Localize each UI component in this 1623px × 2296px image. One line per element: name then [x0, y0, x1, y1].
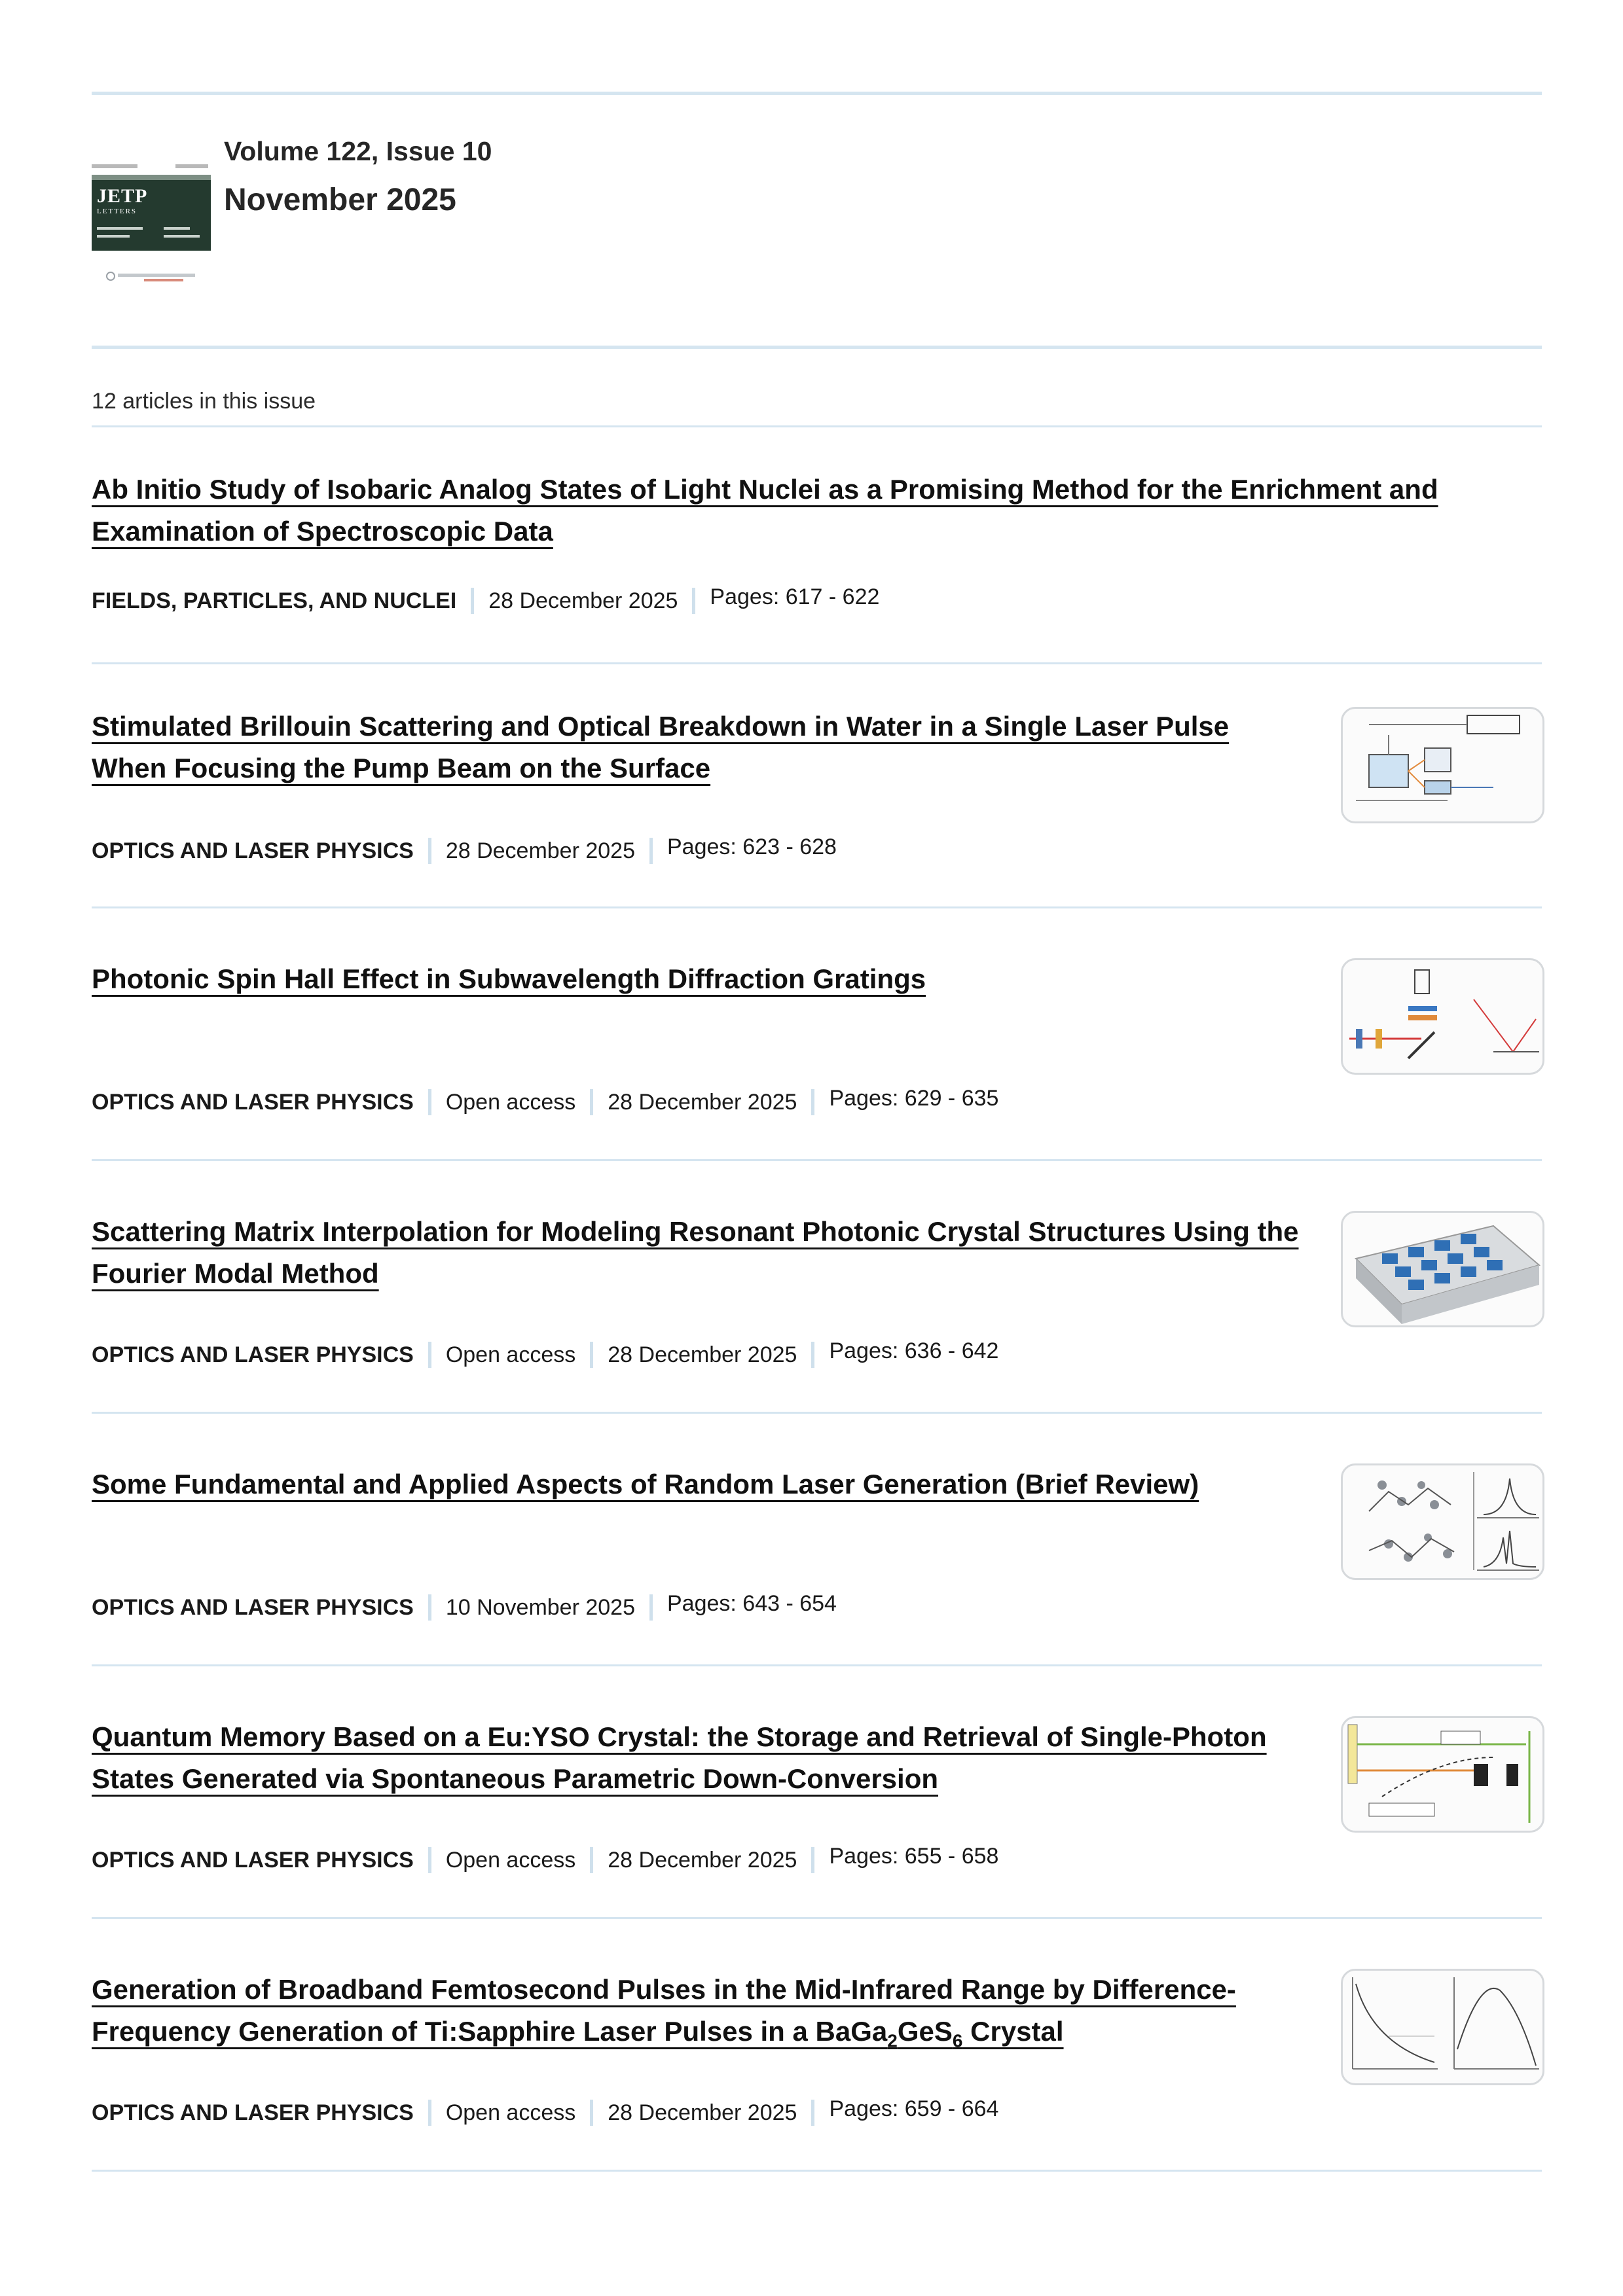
- meta-separator: [811, 1847, 814, 1873]
- article-meta: [92, 1338, 999, 1368]
- article-title-link[interactable]: Quantum Memory Based on a Eu:YSO Crystal: the Storage and Retrieval of Single-Photon States Generated via Spontaneous Parametric Down-Conversion: [92, 1721, 1267, 1794]
- article-divider: [92, 1412, 1542, 1414]
- meta-separator: [428, 1089, 431, 1115]
- meta-separator: [471, 588, 474, 614]
- cover-logo: JETP LETTERS: [97, 185, 148, 215]
- meta-separator: [428, 1847, 431, 1873]
- article-thumbnail-photonic-crystal[interactable]: [1341, 1211, 1544, 1327]
- issue-date: November 2025: [224, 183, 456, 217]
- article-section: OPTICS AND LASER PHYSICS: [92, 2100, 414, 2125]
- article-pages: Pages: 655 - 658: [829, 1843, 999, 1869]
- article-section: OPTICS AND LASER PHYSICS: [92, 1594, 414, 1620]
- article-title: [92, 469, 1542, 552]
- article-meta: [92, 2096, 999, 2126]
- article-title-link[interactable]: Photonic Spin Hall Effect in Subwavelength Diffraction Gratings: [92, 963, 926, 994]
- article-title-link[interactable]: Scattering Matrix Interpolation for Modeling Resonant Photonic Crystal Structures Using the Fourier Modal Method: [92, 1216, 1299, 1289]
- meta-separator: [692, 588, 695, 614]
- meta-separator: [590, 2100, 593, 2126]
- article-date: 28 December 2025: [445, 838, 635, 863]
- meta-separator: [428, 2100, 431, 2126]
- article-meta: [92, 1590, 837, 1621]
- article-open-access: Open access: [445, 1089, 576, 1115]
- article-meta: [92, 584, 880, 614]
- meta-separator: [428, 838, 431, 864]
- header-divider: [92, 346, 1542, 349]
- article-divider: [92, 1664, 1542, 1666]
- article-open-access: Open access: [445, 1342, 576, 1367]
- issue-page: [92, 0, 1542, 2296]
- article-date: 28 December 2025: [608, 2100, 797, 2125]
- article-date: 28 December 2025: [608, 1847, 797, 1873]
- meta-separator: [428, 1594, 431, 1621]
- article-date: 28 December 2025: [608, 1342, 797, 1367]
- article-pages: Pages: 629 - 635: [829, 1085, 999, 1111]
- article-title: [92, 1716, 1303, 1800]
- meta-separator: [811, 1089, 814, 1115]
- meta-separator: [590, 1089, 593, 1115]
- article-title-link[interactable]: Generation of Broadband Femtosecond Pulses in the Mid-Infrared Range by Difference-Frequency Generation of Ti:Sapphire Laser Pulses in a BaGa$_2$GeS$_6$ Crystal: [92, 1974, 1236, 2051]
- article-thumbnail-spectrum-plots[interactable]: [1341, 1969, 1544, 2085]
- article-meta: [92, 834, 837, 864]
- article-pages: Pages: 636 - 642: [829, 1338, 999, 1363]
- article-pages: Pages: 617 - 622: [710, 584, 880, 609]
- article-section: OPTICS AND LASER PHYSICS: [92, 1847, 414, 1873]
- article-title-link[interactable]: Ab Initio Study of Isobaric Analog States of Light Nuclei as a Promising Method for the Enrichment and Examination of Spectroscopic Data: [92, 474, 1438, 547]
- article-title: [92, 1969, 1303, 2062]
- article-title-link[interactable]: Some Fundamental and Applied Aspects of Random Laser Generation (Brief Review): [92, 1469, 1199, 1499]
- article-thumbnail-quantum-memory[interactable]: [1341, 1716, 1544, 1833]
- article-date: 10 November 2025: [445, 1594, 635, 1620]
- publisher-logo: [106, 270, 198, 282]
- article-open-access: Open access: [445, 2100, 576, 2125]
- article-section: OPTICS AND LASER PHYSICS: [92, 1342, 414, 1367]
- meta-separator: [649, 1594, 653, 1621]
- meta-separator: [428, 1342, 431, 1368]
- article-title: [92, 706, 1303, 789]
- article-divider: [92, 1917, 1542, 1919]
- article-section: OPTICS AND LASER PHYSICS: [92, 838, 414, 863]
- article-date: 28 December 2025: [488, 588, 678, 613]
- article-divider: [92, 906, 1542, 908]
- article-meta: [92, 1843, 999, 1873]
- journal-cover-image[interactable]: [92, 160, 211, 291]
- meta-separator: [590, 1847, 593, 1873]
- article-thumbnail-grating-setup[interactable]: [1341, 958, 1544, 1075]
- article-title-link[interactable]: Stimulated Brillouin Scattering and Optical Breakdown in Water in a Single Laser Pulse When Focusing the Pump Beam on the Surface: [92, 711, 1230, 783]
- article-divider: [92, 662, 1542, 664]
- meta-separator: [590, 1342, 593, 1368]
- article-divider: [92, 2170, 1542, 2172]
- article-count: 12 articles in this issue: [92, 389, 316, 414]
- article-title: [92, 1211, 1303, 1295]
- article-meta: [92, 1085, 999, 1115]
- article-divider: [92, 1159, 1542, 1161]
- meta-separator: [811, 1342, 814, 1368]
- volume-issue-label: Volume 122, Issue 10: [224, 136, 492, 166]
- article-title: [92, 958, 1303, 1000]
- article-open-access: Open access: [445, 1847, 576, 1873]
- meta-separator: [649, 838, 653, 864]
- article-thumbnail-optical-setup[interactable]: [1341, 707, 1544, 823]
- article-thumbnail-random-laser[interactable]: [1341, 1463, 1544, 1580]
- article-title: [92, 1463, 1303, 1505]
- article-pages: Pages: 623 - 628: [667, 834, 837, 859]
- article-pages: Pages: 659 - 664: [829, 2096, 999, 2121]
- article-section: FIELDS, PARTICLES, AND NUCLEI: [92, 588, 457, 613]
- article-pages: Pages: 643 - 654: [667, 1590, 837, 1616]
- article-section: OPTICS AND LASER PHYSICS: [92, 1089, 414, 1115]
- top-divider: [92, 92, 1542, 95]
- article-date: 28 December 2025: [608, 1089, 797, 1115]
- meta-separator: [811, 2100, 814, 2126]
- count-divider: [92, 425, 1542, 427]
